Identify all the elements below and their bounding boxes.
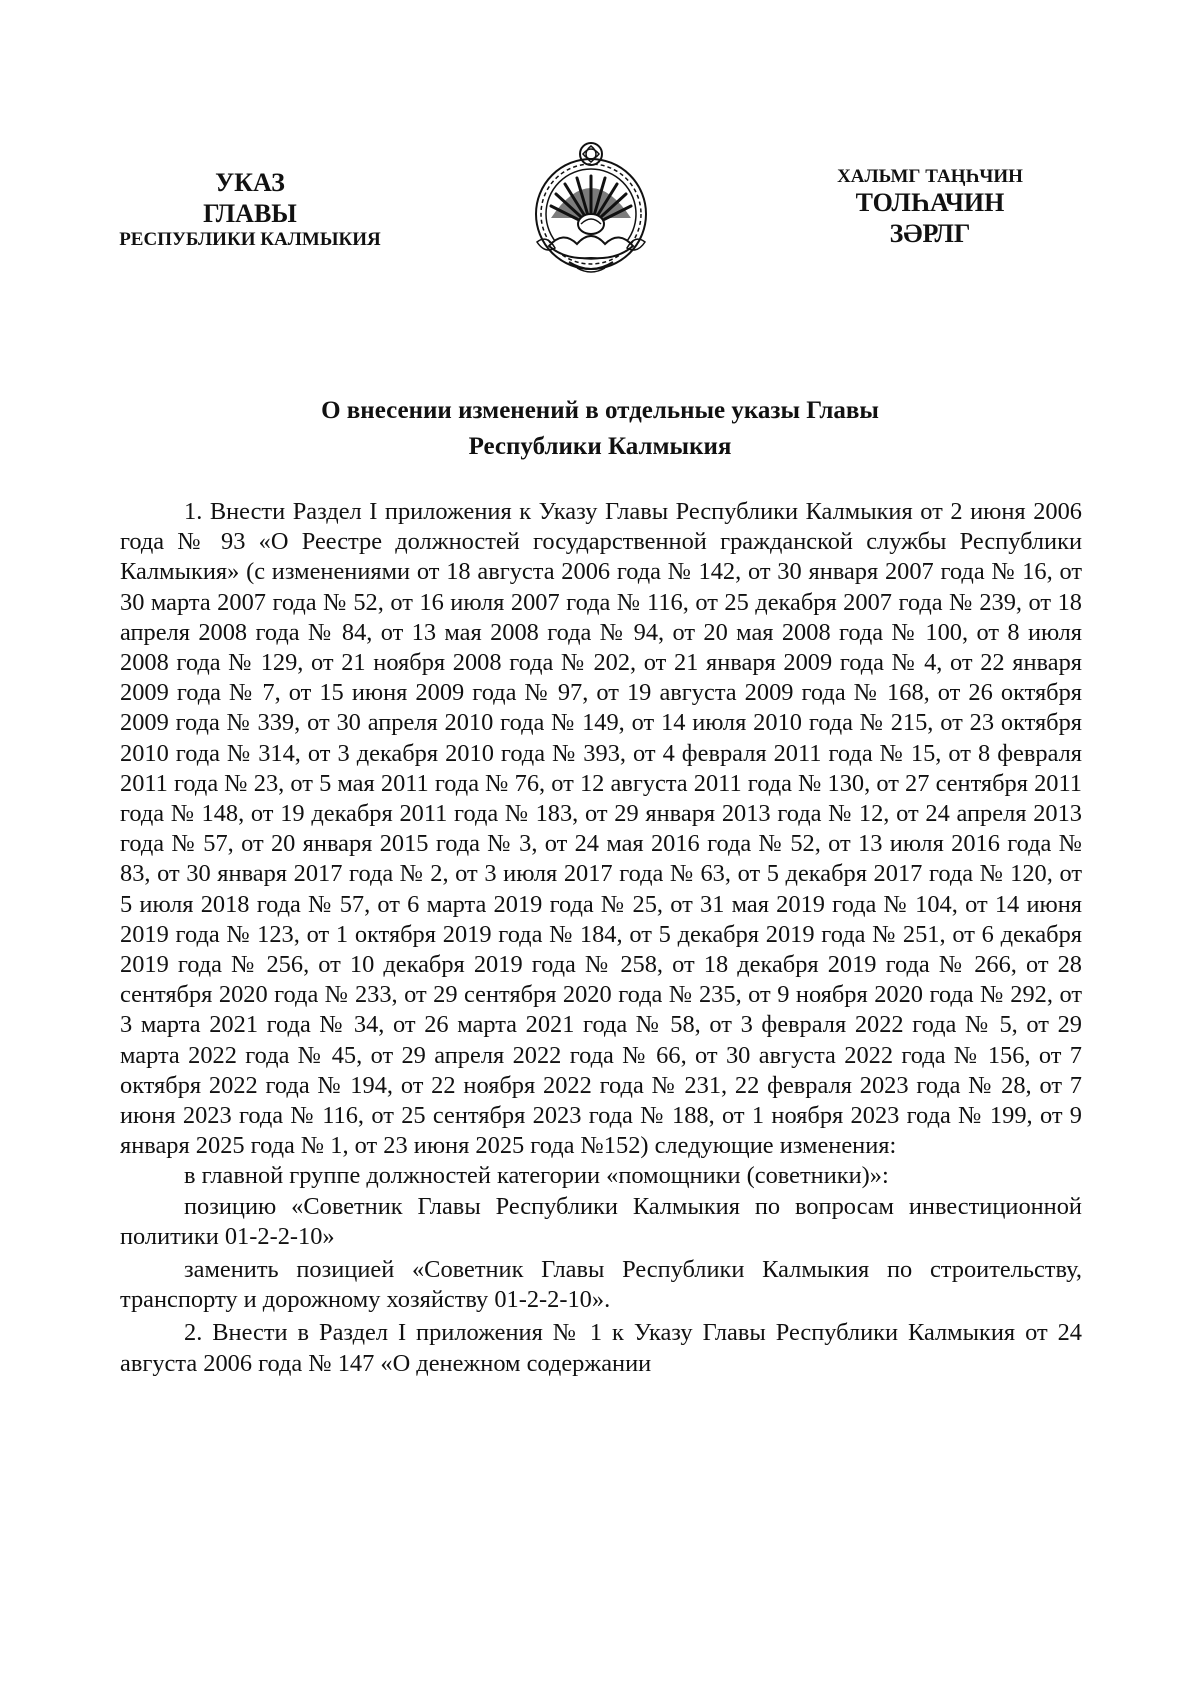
header-right-line2: ТОЛҺАЧИН [855,188,1005,218]
paragraph-1: 1. Внести Раздел I приложения к Указу Главы Республики Калмыкия от 2 июня 2006 года № 93 «О Реестре должностей государственной гражданской службы Республики Калмыкия» (с изменениями от 18 августа 2006 года № 142, от 30 января 2007 года № 16, от 30 марта 2007 года № 52, от 16 июля 2007 года № 116, от 25 декабря 2007 года № 239, от 18 апреля 2008 года № 84, от 13 мая 2008 года № 94, от 20 мая 2008 года № 100, от 8 июля 2008 года № 129, от 21 ноября 2008 года № 202, от 21 января 2009 года № 4, от 22 января 2009 года № 7, от 15 июня 2009 года № 97, от 19 августа 2009 года № 168, от 26 октября 2009 года № 339, от 30 апреля 2010 года № 149, от 14 июля 2010 года № 215, от 23 октября 2010 года № 314, от 3 декабря 2010 года № 393, от 4 февраля 2011 года № 15, от 8 февраля 2011 года № 23, от 5 мая 2011 года № 76, от 12 августа 2011 года № 130, от 27 сентября 2011 года № 148, от 19 декабря 2011 года № 183, от 29 января 2013 года № 12, от 24 апреля 2013 года № 57, от 20 января 2015 года № 3, от 24 мая 2016 года № 52, от 13 июля 2016 года № 83, от 30 января 2017 года № 2, от 3 июля 2017 года № 63, от 5 декабря 2017 года № 120, от 5 июля 2018 года № 57, от 6 марта 2019 года № 25, от 31 мая 2019 года № 104, от 14 июня 2019 года № 123, от 1 октября 2019 года № 184, от 5 декабря 2019 года № 251, от 6 декабря 2019 года № 256, от 10 декабря 2019 года № 258, от 18 декабря 2019 года № 266, от 28 сентября 2020 года № 233, от 29 сентября 2020 года № 235, от 9 ноября 2020 года № 292, от 3 марта 2021 года № 34, от 26 марта 2021 года № 58, от 3 февраля 2022 года № 5, от 29 марта 2022 года № 45, от 29 апреля 2022 года № 66, от 30 августа 2022 года № 156, от 7 октября 2022 года № 194, от 22 ноября 2022 года № 231, 22 февраля 2023 года № 28, от 7 июня 2023 года № 116, от 25 сентября 2023 года № 188, от 1 ноября 2023 года № 199, от 9 января 2025 года № 1, от 23 июня 2025 года №152) следующие изменения: [120,498,1082,1160]
paragraph-2: в главной группе должностей категории «помощники (советники)»: [184,1162,889,1190]
header-left-russian [70,168,430,252]
header-right-kalmyk [800,166,1060,250]
header-left-line3: РЕСПУБЛИКИ КАЛМЫКИЯ [119,229,381,251]
document-body [120,497,1082,1379]
paragraph-5: 2. Внести в Раздел I приложения № 1 к Указу Главы Республики Калмыкия от 24 августа 2006 года № 147 «О денежном содержании [120,1319,1082,1377]
title-line2: Республики Калмыкия [468,433,732,460]
header-left-line2: ГЛАВЫ [203,198,297,228]
title-line1: О внесении изменений в отдельные указы Главы [321,397,879,424]
paragraph-4: заменить позицией «Советник Главы Республики Калмыкия по строительству, транспорту и дорожному хозяйству 01-2-2-10». [120,1256,1082,1314]
header-right-line3: ЗӘРЛГ [889,219,971,249]
coat-of-arms-of-kalmykia-icon [529,138,653,278]
header-right-line1: ХАЛЬМГ ТАҢҺЧИН [837,166,1023,187]
header-left-line1: УКАЗ [215,168,285,197]
paragraph-3: позицию «Советник Главы Республики Калмыкия по вопросам инвестиционной политики 01-2-2-10» [120,1192,1082,1250]
document-title [120,393,1080,465]
